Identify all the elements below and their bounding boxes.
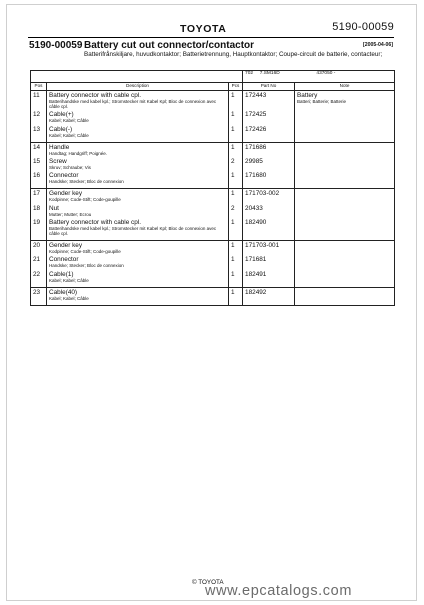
item-note — [297, 172, 392, 184]
parts-group — [31, 241, 395, 288]
item-quantity: 1 — [231, 270, 235, 278]
item-pos: 20 — [33, 242, 41, 250]
item-pos: 13 — [33, 125, 41, 133]
item-note-translations: Batteri; Batterie; Batterie — [297, 99, 347, 104]
item-pos: 19 — [33, 218, 41, 226]
item-note — [297, 271, 392, 283]
item-description — [49, 219, 226, 236]
item-description — [49, 92, 226, 109]
item-pos: 14 — [33, 143, 41, 151]
col-note: Note — [295, 83, 395, 91]
item-part-number: 172426 — [245, 125, 267, 133]
item-part-number: 182492 — [245, 288, 267, 296]
item-note — [297, 111, 392, 123]
item-part-number: 171681 — [245, 256, 267, 264]
item-quantity: 1 — [231, 111, 235, 119]
item-description-main: Screw — [49, 158, 67, 166]
item-description-translations: Kodpinne; Code-Stift; Code-goupille — [49, 197, 121, 203]
item-description-translations: Kabel; Kabel; Câble — [49, 132, 89, 138]
item-description-translations: Mutter; Mutter; Ecrou — [49, 211, 92, 217]
item-note — [297, 144, 392, 156]
item-description-main: Connector — [49, 256, 79, 264]
item-description-translations: Handtag; Handgriff; Poignée. — [49, 150, 107, 156]
document-number: 5190-00059 — [29, 40, 83, 51]
item-description — [49, 205, 226, 217]
item-part-number: 171686 — [245, 143, 267, 151]
item-description-main: Handle — [49, 143, 70, 151]
header-rule — [28, 37, 394, 38]
item-description — [49, 256, 226, 268]
col-description: Description — [47, 83, 229, 91]
col-pos: Pos — [31, 83, 47, 91]
item-quantity: 1 — [231, 190, 235, 198]
item-part-number: 171703-001 — [245, 242, 280, 250]
item-description — [49, 158, 226, 170]
item-description-main: Cable(-) — [49, 125, 73, 133]
item-note — [297, 256, 392, 268]
item-note — [297, 92, 392, 109]
item-quantity: 1 — [231, 288, 235, 296]
item-quantity: 1 — [231, 92, 235, 99]
item-pos: 17 — [33, 190, 41, 198]
item-quantity: 2 — [231, 158, 235, 166]
item-description — [49, 144, 226, 156]
parts-group — [31, 142, 395, 189]
item-quantity: 1 — [231, 143, 235, 151]
item-description-main: Gender key — [49, 190, 83, 198]
item-pos: 15 — [33, 158, 41, 166]
item-part-number: 171703-002 — [245, 190, 280, 198]
item-quantity: 1 — [231, 256, 235, 264]
item-part-number: 171680 — [245, 172, 267, 180]
meta-model: 702 — [245, 71, 254, 76]
parts-group — [31, 287, 395, 305]
document-date: [2005-04-06] — [363, 42, 393, 48]
meta-serial: 7.SM16D — [259, 71, 280, 76]
item-note-main: Battery — [297, 92, 318, 99]
item-pos: 23 — [33, 288, 41, 296]
item-description-main: Battery connector with cable cpl. — [49, 92, 141, 99]
item-note — [297, 190, 392, 202]
item-description-main: Cable(40) — [49, 288, 78, 296]
meta-row — [31, 71, 395, 83]
brand-name: TOYOTA — [180, 23, 227, 35]
item-note — [297, 289, 392, 301]
item-description — [49, 289, 226, 301]
item-description-translations: Kabel; Kabel; Câble — [49, 277, 89, 283]
item-part-number: 182491 — [245, 270, 267, 278]
watermark-url: www.epcatalogs.com — [205, 583, 352, 599]
col-part-no: Part No — [243, 83, 295, 91]
item-pos: 11 — [33, 92, 40, 99]
item-description-translations: Skruv; Schraube; Vis — [49, 165, 91, 171]
item-description-main: Battery connector with cable cpl. — [49, 218, 141, 226]
item-note — [297, 126, 392, 138]
meta-cell — [243, 71, 395, 83]
parts-group — [31, 91, 395, 143]
item-description-translations: Kodpinne; Code-Stift; Code-goupille — [49, 249, 121, 255]
item-description — [49, 271, 226, 283]
item-description-translations: Batterihandske med kabel kpl.; Stromstecker mit Kabel Kpl; Bloc de connexion avec câble cpl. — [49, 99, 217, 110]
item-pos: 16 — [33, 172, 41, 180]
item-part-number: 172443 — [245, 92, 267, 99]
copyright: © TOYOTA — [192, 579, 224, 586]
item-part-number: 172425 — [245, 111, 267, 119]
item-description-main: Nut — [49, 204, 59, 212]
page-code: 5190-00059 — [332, 21, 394, 33]
item-description-translations: Handske; Stecker; Bloc de connexion — [49, 179, 124, 185]
item-description-main: Connector — [49, 172, 79, 180]
item-quantity: 1 — [231, 218, 235, 226]
item-part-number: 182490 — [245, 218, 267, 226]
item-quantity: 1 — [231, 242, 235, 250]
item-description-main: Cable(1) — [49, 270, 74, 278]
document-title: Battery cut out connector/contactor — [84, 40, 255, 51]
item-quantity: 2 — [231, 204, 235, 212]
parts-group — [31, 189, 395, 241]
parts-table — [30, 70, 395, 306]
item-note — [297, 158, 392, 170]
item-description-main: Gender key — [49, 242, 83, 250]
item-description-translations: Kabel; Kabel; Câble — [49, 295, 89, 301]
item-part-number: 20433 — [245, 204, 263, 212]
item-note — [297, 205, 392, 217]
item-description-translations: Batterihandske med kabel kpl.; Stromstecker mit Kabel Kpl; Bloc de connexion avec câble cpl. — [49, 225, 217, 237]
item-quantity: 1 — [231, 172, 235, 180]
item-pos: 18 — [33, 204, 41, 212]
item-description-main: Cable(+) — [49, 111, 74, 119]
col-pcs: Pcs — [229, 83, 243, 91]
item-description — [49, 242, 226, 254]
item-part-number: 29985 — [245, 158, 263, 166]
item-pos: 22 — [33, 270, 41, 278]
item-note — [297, 219, 392, 236]
item-quantity: 1 — [231, 125, 235, 133]
item-description-translations: Handske; Stecker; Bloc de connexion — [49, 263, 124, 269]
item-description — [49, 111, 226, 123]
item-pos: 21 — [33, 256, 41, 264]
item-pos: 12 — [33, 111, 41, 119]
item-description — [49, 190, 226, 202]
item-description — [49, 172, 226, 184]
document-subtitle: Batterifrånskiljare, huvudkontaktor; Batterietrennung, Hauptkontaktor; Coupe-circuit de batterie, contacteur; — [84, 51, 383, 58]
item-note — [297, 242, 392, 254]
item-description-translations: Kabel; Kabel; Câble — [49, 118, 89, 124]
meta-range: 437050 - — [316, 71, 336, 76]
item-description — [49, 126, 226, 138]
header-row — [31, 83, 395, 91]
